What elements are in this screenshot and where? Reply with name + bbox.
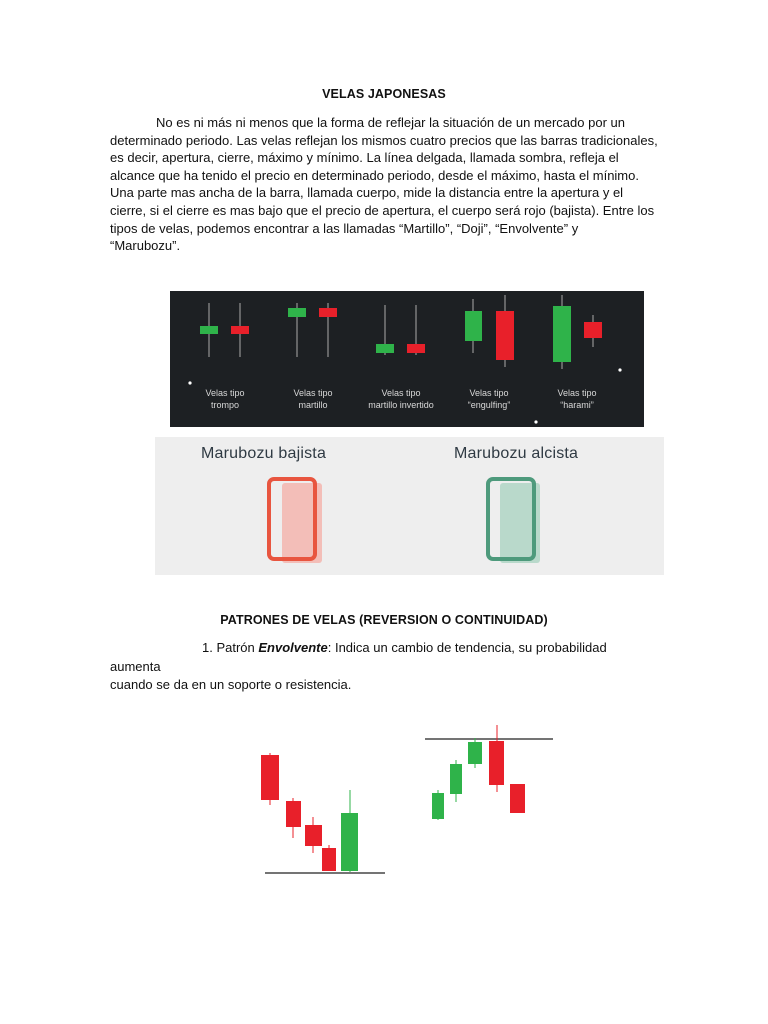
intro-paragraph xyxy=(110,114,660,255)
candle-types-figure xyxy=(170,291,644,427)
candle-type-label: Velas tipo xyxy=(293,388,333,398)
candle-type-label: “harami” xyxy=(560,400,594,410)
document-title: VELAS JAPONESAS xyxy=(322,87,446,101)
trompo-candles xyxy=(200,303,249,357)
candle-type-label: Velas tipo xyxy=(381,388,421,398)
martillo-candles xyxy=(288,303,337,357)
marubozu-bullish-candle xyxy=(488,479,540,563)
martillo-invertido-candles xyxy=(376,305,425,355)
intro-line: cierre, si el cierre es mas bajo que el precio de apertura, el cuerpo será rojo (bajista). Entre los xyxy=(110,202,655,218)
pattern-1-description xyxy=(110,639,660,695)
candle-type-label: “engulfing” xyxy=(467,400,511,410)
engulfing-support-graphic xyxy=(255,745,390,880)
engulfing-candles xyxy=(465,295,514,367)
marubozu-figure xyxy=(155,437,664,575)
candle-type-label: Velas tipo xyxy=(469,388,509,398)
candle-type-label: trompo xyxy=(210,400,240,410)
pattern-name: Envolvente xyxy=(258,640,328,655)
marubozu-bullish-label: Marubozu alcista xyxy=(454,445,579,462)
intro-line: Una parte mas ancha de la barra, llamada cuerpo, mide la distancia entre la apertura y el xyxy=(110,185,624,201)
candle-type-label: martillo invertido xyxy=(368,400,434,410)
pattern-line: cuando se da en un soporte o resistencia. xyxy=(110,677,352,692)
harami-candles xyxy=(553,295,602,369)
candle-types-graphic xyxy=(170,291,644,427)
engulfing-support-chart xyxy=(255,745,390,880)
marubozu-bearish-label: Marubozu bajista xyxy=(201,445,327,462)
section-title: PATRONES DE VELAS (REVERSION O CONTINUIDAD) xyxy=(220,613,548,627)
marubozu-graphic xyxy=(155,437,664,575)
candle-type-label: Velas tipo xyxy=(205,388,245,398)
intro-line: determinado periodo. Las velas reflejan los mismos cuatro precios que las barras tradicionales, xyxy=(110,132,658,148)
intro-line: tipos de velas, podemos encontrar a las llamadas “Martillo”, “Doji”, “Envolvente” y xyxy=(110,220,579,236)
candle-type-label: Velas tipo xyxy=(557,388,597,398)
intro-line: es decir, apertura, cierre, máximo y mínimo. La línea delgada, llamada sombra, refleja el xyxy=(110,150,619,166)
engulfing-resistance-chart xyxy=(420,720,560,820)
intro-line: alcance que ha tenido el precio en determinado periodo, desde el máximo, hasta el mínimo. xyxy=(110,167,639,183)
pattern-line: 1. Patrón Envolvente: Indica un cambio de tendencia, su probabilidad aumenta xyxy=(110,640,607,674)
intro-line: No es ni más ni menos que la forma de reflejar la situación de un mercado por un xyxy=(156,115,625,130)
engulfing-resistance-graphic xyxy=(420,720,560,820)
intro-line: “Marubozu”. xyxy=(110,238,181,254)
candle-type-label: martillo xyxy=(298,400,328,410)
marubozu-bearish-candle xyxy=(269,479,322,563)
